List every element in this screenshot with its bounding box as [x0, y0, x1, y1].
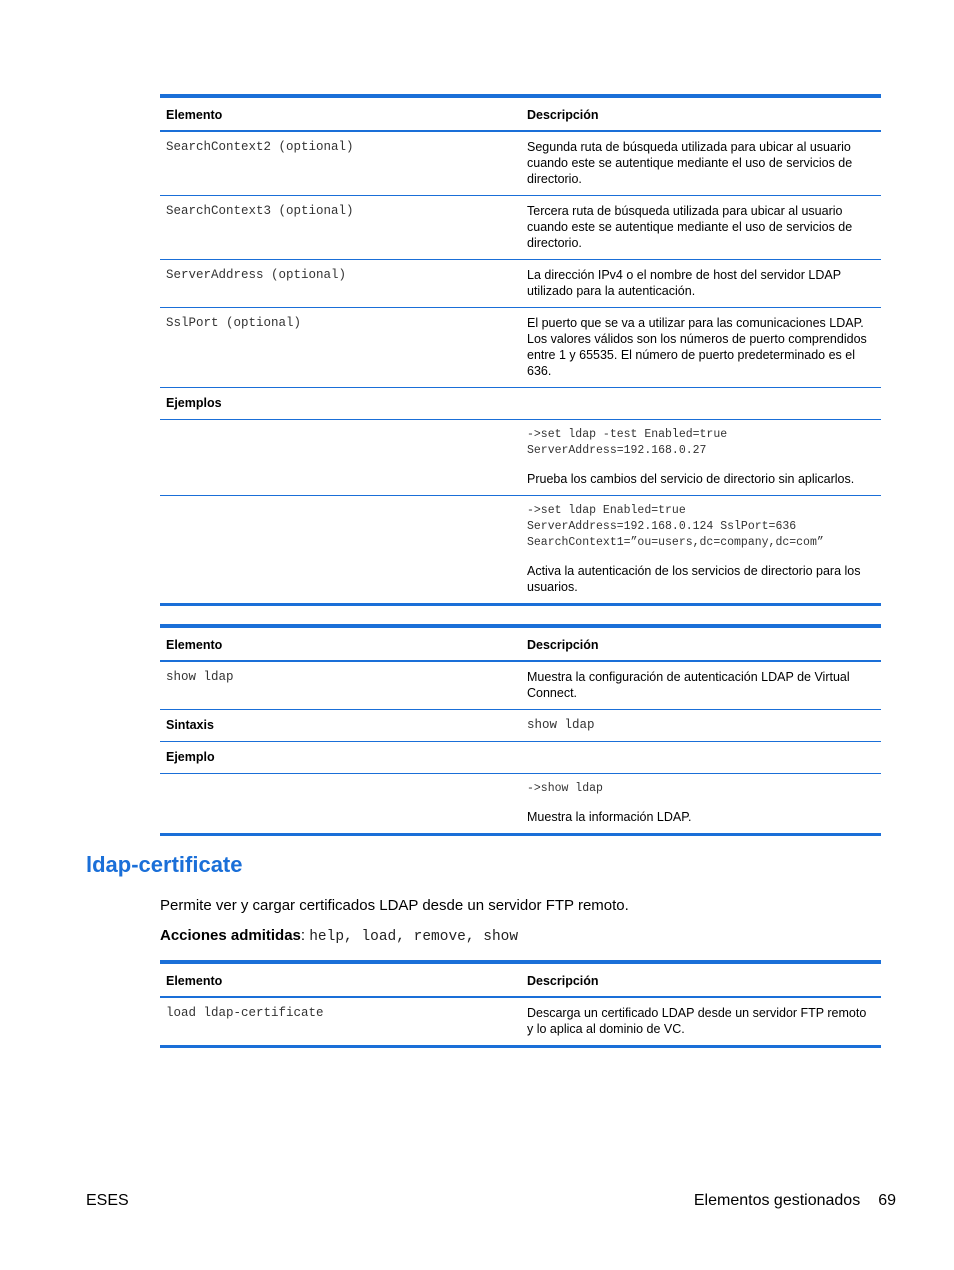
supported-actions: Acciones admitidas: help, load, remove, show [160, 927, 519, 945]
examples-label: Ejemplos [160, 388, 521, 420]
show-ldap-table [160, 624, 881, 836]
section-intro: Permite ver y cargar certificados LDAP desde un servidor FTP remoto. [160, 897, 629, 914]
empty-cell [521, 742, 881, 774]
footer-section [694, 1192, 896, 1210]
column-header-element: Elemento [160, 96, 521, 131]
item-cell: show ldap [160, 661, 521, 710]
column-header-element: Elemento [160, 626, 521, 661]
column-header-description: Descripción [521, 96, 881, 131]
example-description: Activa la autenticación de los servicios de directorio para los usuarios. [527, 564, 861, 594]
actions-label: Acciones admitidas [160, 927, 301, 944]
table-row [160, 131, 881, 196]
example-description: Muestra la información LDAP. [527, 810, 692, 824]
example-label-row [160, 742, 881, 774]
syntax-row [160, 710, 881, 742]
description-cell: Descarga un certificado LDAP desde un servidor FTP remoto y lo aplica al dominio de VC. [527, 1006, 867, 1036]
item-cell: SslPort (optional) [160, 308, 521, 388]
table-header-row [160, 626, 881, 661]
footer-locale: ESES [86, 1192, 129, 1209]
syntax-label: Sintaxis [160, 710, 521, 742]
example-row [160, 496, 881, 605]
example-code-line: ServerAddress=192.168.0.27 [527, 444, 707, 457]
table-row [160, 661, 881, 710]
example-code-line: ->set ldap -test Enabled=true [527, 428, 728, 441]
column-header-description: Descripción [521, 962, 881, 997]
empty-cell [160, 496, 521, 605]
empty-cell [521, 388, 881, 420]
example-code-line: SearchContext1=”ou=users,dc=company,dc=com” [527, 536, 824, 549]
example-code-line: ->show ldap [527, 782, 603, 795]
section-heading: ldap-certificate [86, 852, 243, 877]
table-header-row [160, 962, 881, 997]
example-cell [521, 496, 881, 605]
example-cell [521, 774, 881, 835]
options-table [160, 94, 881, 606]
description-cell: Tercera ruta de búsqueda utilizada para ubicar al usuario cuando este se autentique mediante el uso de servicios de directorio. [521, 196, 881, 260]
item-cell: load ldap-certificate [166, 1006, 324, 1020]
table-row [160, 308, 881, 388]
syntax-value: show ldap [521, 710, 881, 742]
table-header-row [160, 96, 881, 131]
table-row [160, 997, 881, 1047]
item-cell: SearchContext2 (optional) [160, 131, 521, 196]
example-code-line: ->set ldap Enabled=true [527, 504, 686, 517]
example-code-line: ServerAddress=192.168.0.124 SslPort=636 [527, 520, 797, 533]
page-number: 69 [878, 1192, 896, 1209]
actions-value: help, load, remove, show [309, 929, 519, 945]
description-cell: El puerto que se va a utilizar para las comunicaciones LDAP. Los valores válidos son los números de puerto comprendidos entre 1 y 65535. El número de puerto predeterminado es el 636. [521, 308, 881, 388]
description-cell: Muestra la configuración de autenticación LDAP de Virtual Connect. [521, 661, 881, 710]
example-cell [521, 420, 881, 496]
description-cell: Segunda ruta de búsqueda utilizada para ubicar al usuario cuando este se autentique mediante el uso de servicios de directorio. [521, 131, 881, 196]
table-row [160, 260, 881, 308]
examples-label-row [160, 388, 881, 420]
empty-cell [160, 774, 521, 835]
item-cell: SearchContext3 (optional) [160, 196, 521, 260]
description-cell: La dirección IPv4 o el nombre de host del servidor LDAP utilizado para la autenticación. [521, 260, 881, 308]
ldap-certificate-table [160, 960, 881, 1048]
empty-cell [160, 420, 521, 496]
column-header-element: Elemento [160, 962, 521, 997]
example-row [160, 420, 881, 496]
table-row [160, 196, 881, 260]
example-label: Ejemplo [160, 742, 521, 774]
example-description: Prueba los cambios del servicio de directorio sin aplicarlos. [527, 472, 855, 486]
item-cell: ServerAddress (optional) [160, 260, 521, 308]
column-header-description: Descripción [521, 626, 881, 661]
footer-section-title: Elementos gestionados [693, 1192, 861, 1209]
example-row [160, 774, 881, 835]
